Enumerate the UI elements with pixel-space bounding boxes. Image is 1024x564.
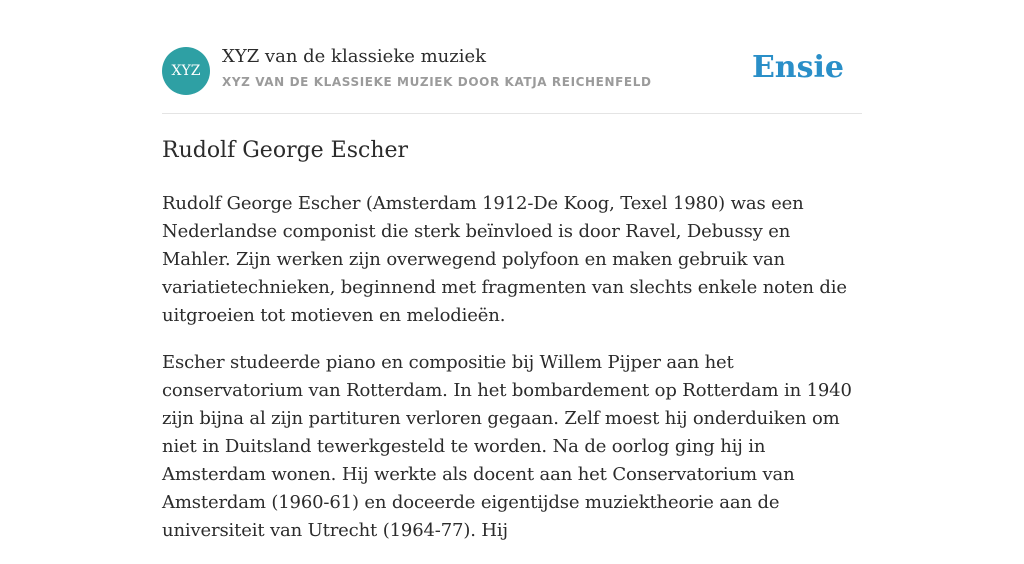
book-title[interactable]: XYZ van de klassieke muziek [222, 46, 487, 67]
header [162, 0, 862, 114]
book-avatar[interactable]: XYZ [162, 47, 210, 95]
book-subtitle: XYZ VAN DE KLASSIEKE MUZIEK DOOR KATJA REICHENFELD [222, 75, 652, 89]
article-body [162, 190, 862, 564]
article-paragraph: Rudolf George Escher (Amsterdam 1912-De Koog, Texel 1980) was een Nederlandse componist die sterk beïnvloed is door Ravel, Debussy en Mahler. Zijn werken zijn overwegend polyfoon en maken gebruik van variatietechnieken, beginnend met fragmenten van slechts enkele noten die uitgroeien tot motieven en melodieën. [162, 193, 847, 326]
ensie-logo[interactable]: Ensie [751, 50, 844, 85]
article-paragraph: Escher studeerde piano en compositie bij Willem Pijper aan het conservatorium van Rotterdam. In het bombardement op Rotterdam in 1940 zijn bijna al zijn partituren verloren gegaan. Zelf moest hij onderduiken om niet in Duitsland tewerkgesteld te worden. Na de oorlog ging hij in Amsterdam wonen. Hij werkte als docent aan het Conservatorium van Amsterdam (1960-61) en doceerde eigentijdse muziektheorie aan de universiteit van Utrecht (1964-77). Hij [162, 352, 852, 541]
article-title: Rudolf George Escher [162, 138, 409, 163]
